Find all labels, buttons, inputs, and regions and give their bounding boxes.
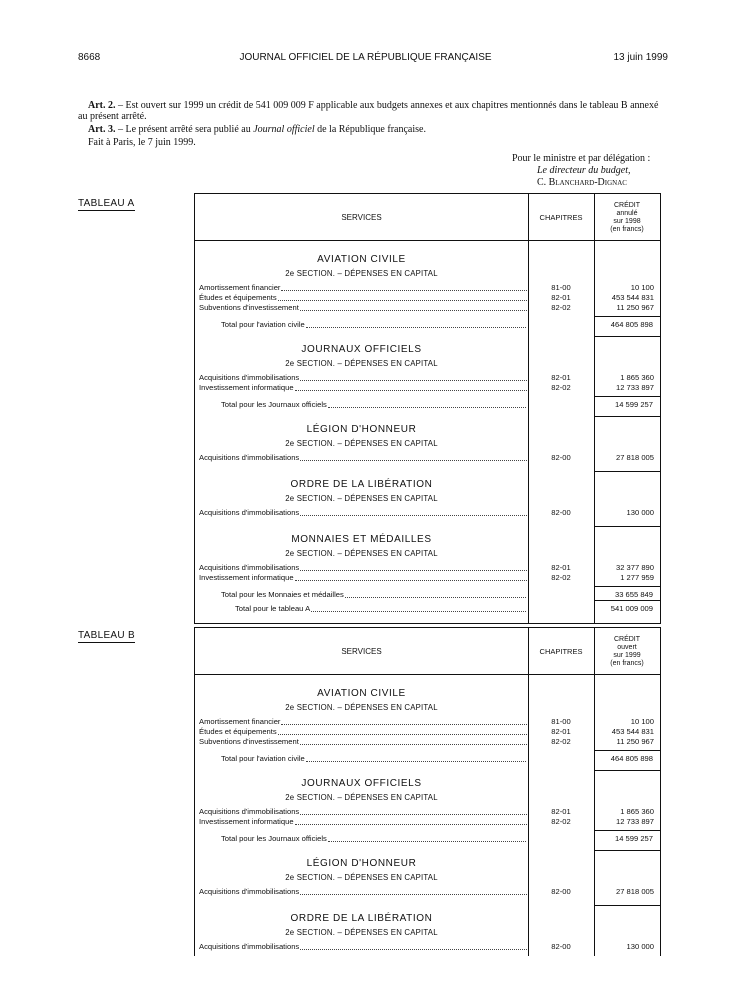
chapter-number: 81-00 xyxy=(551,717,571,726)
chapter-number: 82-01 xyxy=(551,293,571,302)
row-label-text: Acquisitions d'immobilisations xyxy=(199,563,300,572)
leader-dots xyxy=(306,754,526,762)
table-row xyxy=(195,754,660,764)
leader-dots xyxy=(300,373,527,381)
article-3 xyxy=(78,124,666,135)
signature-name: C. Blanchard-Dignac xyxy=(537,177,627,188)
credit-amount: 11 250 967 xyxy=(616,737,654,746)
grand-total-amount: 541 009 009 xyxy=(610,604,653,613)
journal-reference: Journal officiel xyxy=(253,124,315,135)
section-title: LÉGION D'HONNEUR xyxy=(306,858,417,869)
chapter-number: 82-02 xyxy=(551,573,571,582)
chapter-number: 82-00 xyxy=(551,887,571,896)
credit-amount: 130 000 xyxy=(626,508,654,517)
credit-amount: 453 544 831 xyxy=(611,727,654,736)
table-row xyxy=(195,383,660,393)
leader-dots xyxy=(300,453,527,461)
section-subtitle: 2e SECTION. – DÉPENSES EN CAPITAL xyxy=(285,703,438,712)
tableau-b-label: TABLEAU B xyxy=(78,630,135,641)
leader-dots xyxy=(300,737,527,745)
tableau-a xyxy=(194,193,661,624)
table-row xyxy=(195,727,660,737)
row-label-text: Subventions d'investissement xyxy=(199,737,299,746)
article-text: de la République française. xyxy=(314,124,426,135)
table-header xyxy=(195,628,660,675)
chapter-number: 82-01 xyxy=(551,563,571,572)
section-subtitle: 2e SECTION. – DÉPENSES EN CAPITAL xyxy=(285,439,438,448)
leader-dots xyxy=(295,817,527,825)
credit-amount: 12 733 897 xyxy=(615,383,654,392)
row-label xyxy=(221,320,527,330)
chapter-number: 82-00 xyxy=(551,508,571,517)
credit-amount: 1 865 360 xyxy=(620,373,654,382)
total-box xyxy=(594,750,660,767)
table-row xyxy=(195,400,660,410)
table-row xyxy=(195,737,660,747)
article-text: – Est ouvert sur 1999 un crédit de 541 009 009 F applicable aux budgets annexes et aux chapitres mentionnés dans le tableau B annexé au présent arrêté. xyxy=(78,100,659,122)
chapter-number: 82-02 xyxy=(551,303,571,312)
table-row xyxy=(195,320,660,330)
chapter-number: 82-02 xyxy=(551,817,571,826)
header-credit xyxy=(594,636,660,668)
credit-amount: 130 000 xyxy=(626,942,654,951)
table-row xyxy=(195,573,660,583)
section-title: JOURNAUX OFFICIELS xyxy=(301,778,422,789)
issue-date: 13 juin 1999 xyxy=(613,52,668,63)
chapter-number: 81-00 xyxy=(551,283,571,292)
tableau-b xyxy=(194,627,661,956)
credit-amount: 32 377 890 xyxy=(615,563,654,572)
table-row xyxy=(195,717,660,727)
row-label-text: Acquisitions d'immobilisations xyxy=(199,508,300,517)
chapter-number: 82-01 xyxy=(551,373,571,382)
total-amount: 14 599 257 xyxy=(614,834,653,843)
header-credit-line: CRÉDIT xyxy=(613,636,641,643)
section-title: ORDRE DE LA LIBÉRATION xyxy=(290,479,433,490)
chapter-number: 82-01 xyxy=(551,727,571,736)
chapter-number: 82-02 xyxy=(551,383,571,392)
credit-amount: 27 818 005 xyxy=(615,887,654,896)
section-subtitle: 2e SECTION. – DÉPENSES EN CAPITAL xyxy=(285,269,438,278)
table-row xyxy=(195,604,660,614)
row-label-text: Acquisitions d'immobilisations xyxy=(199,942,300,951)
header-chapitres: CHAPITRES xyxy=(539,213,583,222)
table-row xyxy=(195,817,660,827)
header-services: SERVICES xyxy=(341,213,382,222)
tableau-a-label: TABLEAU A xyxy=(78,198,135,209)
row-label-text: Investissement informatique xyxy=(199,817,294,826)
row-label xyxy=(199,453,528,463)
section-divider xyxy=(594,526,660,527)
section-divider xyxy=(594,336,660,337)
leader-dots xyxy=(311,604,526,612)
table-header xyxy=(195,194,660,241)
row-label-text: Acquisitions d'immobilisations xyxy=(199,887,300,896)
signature-line-2: Le directeur du budget, xyxy=(537,165,631,176)
row-label xyxy=(199,717,528,727)
table-row xyxy=(195,508,660,518)
row-label xyxy=(199,737,528,747)
leader-dots xyxy=(281,717,527,725)
header-credit xyxy=(594,202,660,234)
leader-dots xyxy=(300,303,527,311)
leader-dots xyxy=(345,590,526,598)
row-label-text: Subventions d'investissement xyxy=(199,303,299,312)
header-credit-line: (en francs) xyxy=(610,226,644,233)
section-title: ORDRE DE LA LIBÉRATION xyxy=(290,913,433,924)
leader-dots xyxy=(300,887,527,895)
table-row xyxy=(195,563,660,573)
credit-amount: 12 733 897 xyxy=(615,817,654,826)
row-label-text: Total pour l'aviation civile xyxy=(221,754,305,763)
section-title: JOURNAUX OFFICIELS xyxy=(301,344,422,355)
page-number: 8668 xyxy=(78,52,101,63)
row-label-text: Amortissement financier xyxy=(199,717,281,726)
row-label xyxy=(199,508,528,518)
row-label xyxy=(199,373,528,383)
row-label xyxy=(199,942,528,952)
row-label xyxy=(199,727,528,737)
leader-dots xyxy=(328,400,526,408)
row-label xyxy=(221,590,527,600)
leader-dots xyxy=(295,573,527,581)
table-row xyxy=(195,453,660,463)
row-label xyxy=(199,283,528,293)
leader-dots xyxy=(295,383,527,391)
leader-dots xyxy=(278,727,527,735)
done-at: Fait à Paris, le 7 juin 1999. xyxy=(88,137,196,148)
row-label xyxy=(221,834,527,844)
row-label xyxy=(199,563,528,573)
section-title: LÉGION D'HONNEUR xyxy=(306,424,417,435)
leader-dots xyxy=(300,563,527,571)
row-label-text: Acquisitions d'immobilisations xyxy=(199,373,300,382)
section-divider xyxy=(594,850,660,851)
article-number: Art. 3. xyxy=(88,124,116,135)
credit-amount: 10 100 xyxy=(630,717,654,726)
table-row xyxy=(195,590,660,600)
article-number: Art. 2. xyxy=(88,100,116,111)
leader-dots xyxy=(281,283,527,291)
row-label-text: Investissement informatique xyxy=(199,383,294,392)
total-amount: 464 805 898 xyxy=(610,754,653,763)
row-label-text: Études et équipements xyxy=(199,727,277,736)
section-divider xyxy=(594,905,660,906)
table-row xyxy=(195,834,660,844)
total-amount: 33 655 849 xyxy=(614,590,653,599)
section-subtitle: 2e SECTION. – DÉPENSES EN CAPITAL xyxy=(285,873,438,882)
header-chapitres: CHAPITRES xyxy=(539,647,583,656)
row-label-text: Investissement informatique xyxy=(199,573,294,582)
chapter-number: 82-00 xyxy=(551,453,571,462)
section-divider xyxy=(594,416,660,417)
header-credit-line: sur 1999 xyxy=(613,652,641,659)
header-credit-line: annulé xyxy=(616,210,638,217)
signature-line-1: Pour le ministre et par délégation : xyxy=(512,153,651,164)
row-label-text: Total pour les Monnaies et médailles xyxy=(221,590,344,599)
row-label-text: Études et équipements xyxy=(199,293,277,302)
leader-dots xyxy=(300,807,527,815)
row-label xyxy=(199,807,528,817)
table-row xyxy=(195,942,660,952)
header-credit-line: sur 1998 xyxy=(613,218,641,225)
header-credit-line: (en francs) xyxy=(610,660,644,667)
header-credit-line: ouvert xyxy=(617,644,637,651)
row-label-text: Acquisitions d'immobilisations xyxy=(199,453,300,462)
section-subtitle: 2e SECTION. – DÉPENSES EN CAPITAL xyxy=(285,793,438,802)
section-title: AVIATION CIVILE xyxy=(317,254,406,265)
column-rule xyxy=(528,628,529,956)
leader-dots xyxy=(300,508,527,516)
header-services: SERVICES xyxy=(341,647,382,656)
row-label-text: Total pour l'aviation civile xyxy=(221,320,305,329)
section-divider xyxy=(594,770,660,771)
row-label xyxy=(221,400,527,410)
table-row xyxy=(195,887,660,897)
credit-amount: 11 250 967 xyxy=(616,303,654,312)
row-label xyxy=(199,383,528,393)
table-row xyxy=(195,303,660,313)
leader-dots xyxy=(306,320,526,328)
total-amount: 464 805 898 xyxy=(610,320,653,329)
table-row xyxy=(195,293,660,303)
leader-dots xyxy=(278,293,527,301)
row-label-text: Acquisitions d'immobilisations xyxy=(199,807,300,816)
section-title: MONNAIES ET MÉDAILLES xyxy=(291,534,432,545)
section-subtitle: 2e SECTION. – DÉPENSES EN CAPITAL xyxy=(285,359,438,368)
total-amount: 14 599 257 xyxy=(614,400,653,409)
total-box xyxy=(594,396,660,413)
section-title: AVIATION CIVILE xyxy=(317,688,406,699)
total-box xyxy=(594,316,660,333)
section-subtitle: 2e SECTION. – DÉPENSES EN CAPITAL xyxy=(285,928,438,937)
credit-amount: 1 865 360 xyxy=(620,807,654,816)
table-row xyxy=(195,807,660,817)
section-divider xyxy=(594,471,660,472)
credit-amount: 27 818 005 xyxy=(615,453,654,462)
section-subtitle: 2e SECTION. – DÉPENSES EN CAPITAL xyxy=(285,494,438,503)
row-label xyxy=(199,887,528,897)
row-label xyxy=(235,604,527,614)
column-rule xyxy=(594,628,595,956)
journal-title: JOURNAL OFFICIEL DE LA RÉPUBLIQUE FRANÇAISE xyxy=(239,52,492,63)
leader-dots xyxy=(328,834,526,842)
credit-amount: 453 544 831 xyxy=(611,293,654,302)
row-label-text: Amortissement financier xyxy=(199,283,281,292)
table-row xyxy=(195,373,660,383)
row-label xyxy=(199,817,528,827)
chapter-number: 82-01 xyxy=(551,807,571,816)
row-label xyxy=(199,303,528,313)
chapter-number: 82-02 xyxy=(551,737,571,746)
grand-total-box xyxy=(594,600,660,617)
credit-amount: 1 277 959 xyxy=(620,573,654,582)
leader-dots xyxy=(300,942,527,950)
chapter-number: 82-00 xyxy=(551,942,571,951)
row-label xyxy=(199,573,528,583)
header-credit-line: CRÉDIT xyxy=(613,202,641,209)
row-label xyxy=(221,754,527,764)
row-label-text: Total pour les Journaux officiels xyxy=(221,400,327,409)
row-label xyxy=(199,293,528,303)
table-row xyxy=(195,283,660,293)
row-label-text: Total pour les Journaux officiels xyxy=(221,834,327,843)
total-box xyxy=(594,830,660,847)
article-2 xyxy=(78,100,666,122)
credit-amount: 10 100 xyxy=(630,283,654,292)
row-label-text: Total pour le tableau A xyxy=(235,604,311,613)
article-text: – Le présent arrêté sera publié au xyxy=(115,124,254,135)
section-subtitle: 2e SECTION. – DÉPENSES EN CAPITAL xyxy=(285,549,438,558)
